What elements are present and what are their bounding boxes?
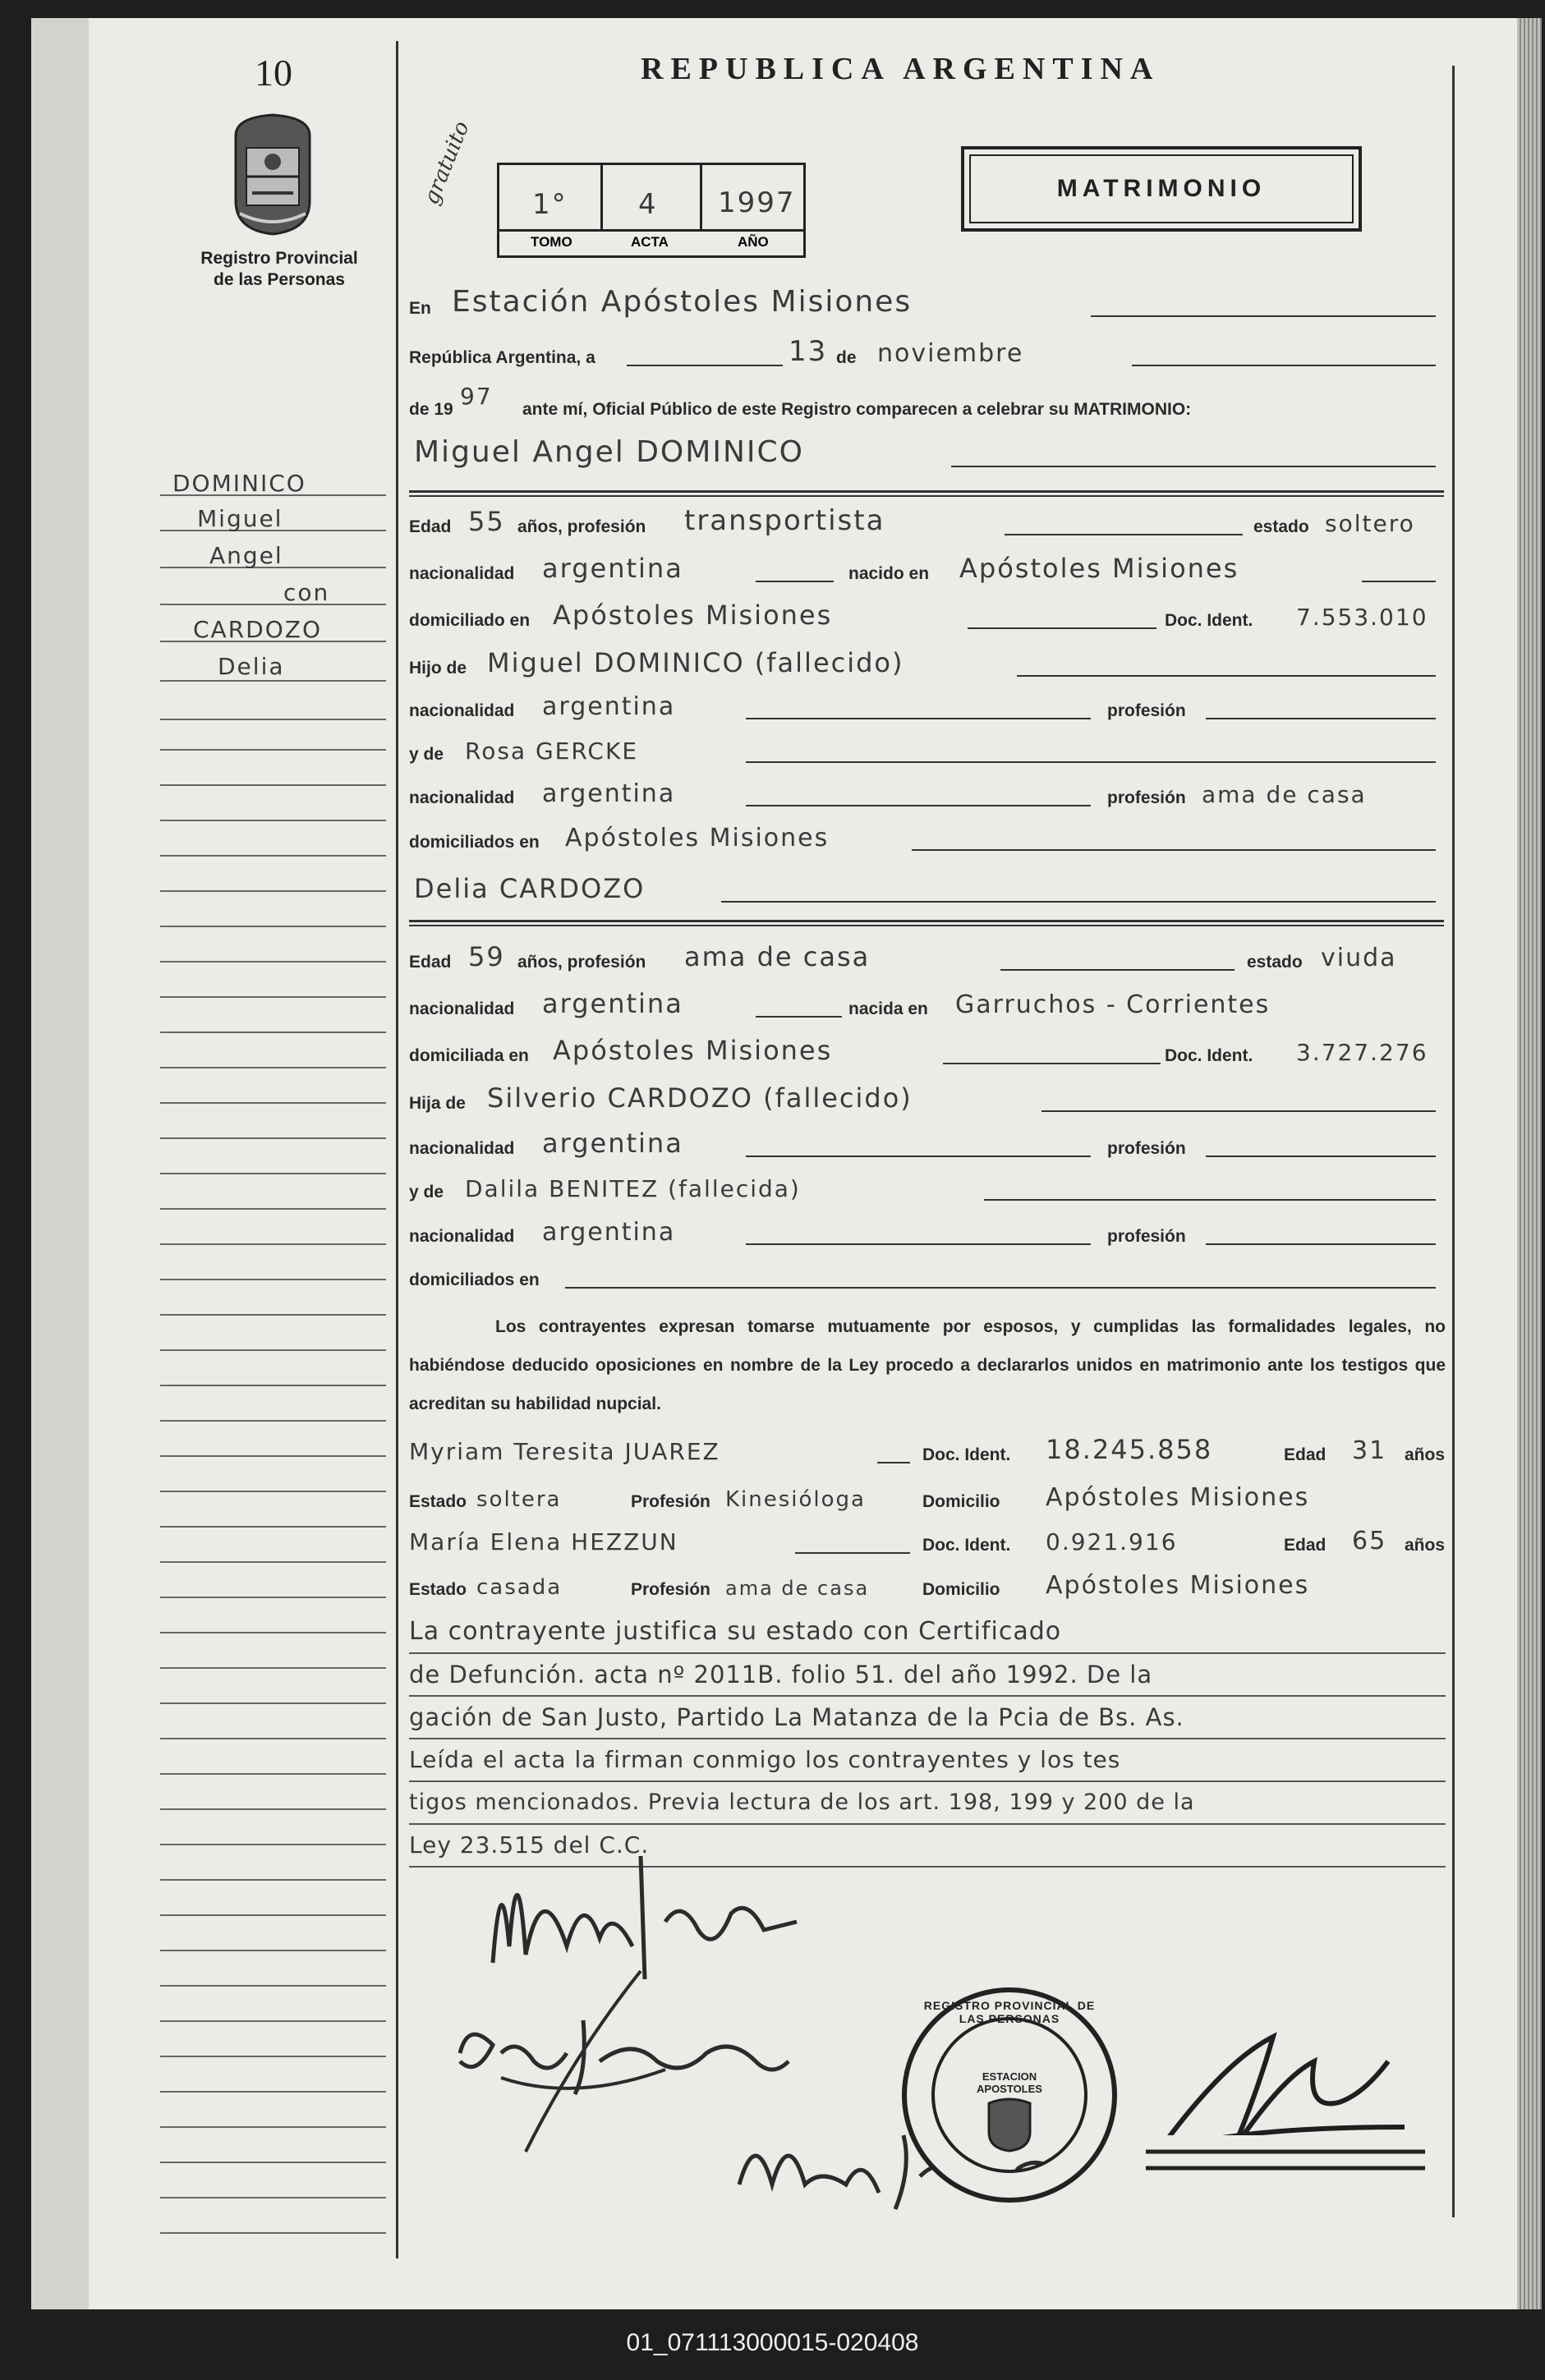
margin-line <box>160 784 386 786</box>
place-value: Estación Apóstoles Misiones <box>452 285 913 319</box>
fill-line <box>1132 365 1436 366</box>
witness-2-age: 65 <box>1352 1527 1387 1555</box>
right-rule <box>1452 66 1455 2217</box>
margin-line <box>160 1914 386 1916</box>
witness-2-details-row <box>409 1570 1444 1603</box>
hijo-label: Hijo de <box>409 659 467 678</box>
margin-line <box>160 1137 386 1139</box>
fill-line <box>1362 581 1436 582</box>
profesion-label: profesión <box>1107 788 1186 807</box>
anos-profesion-label: años, profesión <box>517 953 646 972</box>
witness-2-row <box>409 1526 1444 1559</box>
groom-age: 55 <box>468 506 505 537</box>
country-title: REPUBLICA ARGENTINA <box>641 52 1161 86</box>
nacionalidad-label: nacionalidad <box>409 1139 515 1158</box>
witness-1-details-row <box>409 1482 1444 1515</box>
witness-2-name: María Elena HEZZUN <box>409 1528 678 1555</box>
profesion-label: Profesión <box>631 1580 710 1599</box>
fill-line <box>756 1016 842 1018</box>
bride-profession: ama de casa <box>684 941 871 972</box>
anos-label: años <box>1405 1536 1446 1555</box>
groom-name: Miguel Angel DOMINICO <box>414 435 804 469</box>
profesion-label: profesión <box>1107 1139 1186 1158</box>
fill-line <box>746 1156 1091 1157</box>
anos-profesion-label: años, profesión <box>517 517 646 536</box>
fill-line <box>951 466 1436 467</box>
estado-label: Estado <box>409 1492 467 1511</box>
bride-mother-nationality: argentina <box>542 1218 676 1247</box>
note-line: gación de San Justo, Partido La Matanza de la Pcia de Bs. As. <box>409 1697 1446 1739</box>
en-label: En <box>409 299 431 318</box>
fill-line <box>877 1462 910 1463</box>
groom-domicile: Apóstoles Misiones <box>553 600 833 631</box>
bride-age-row <box>409 943 1444 976</box>
acta-label: ACTA <box>631 234 669 250</box>
section-rule <box>409 920 1444 922</box>
profesion-label: Profesión <box>631 1492 710 1511</box>
act-type-box <box>961 146 1362 232</box>
section-rule <box>409 490 1444 493</box>
hija-label: Hija de <box>409 1094 466 1113</box>
gratuito-stamp: gratuito <box>419 117 475 209</box>
groom-father-nat-row <box>409 691 1444 724</box>
footer-code: 01_071113000015-020408 <box>626 2329 919 2356</box>
margin-line <box>160 961 386 963</box>
domiciliada-label: domiciliada en <box>409 1046 529 1065</box>
witness-1-doc: 18.245.858 <box>1046 1434 1213 1465</box>
edad-label: Edad <box>409 517 452 536</box>
folio-number: 10 <box>255 52 292 94</box>
profesion-label: profesión <box>1107 1227 1186 1246</box>
margin-line-text: Delia <box>218 653 285 680</box>
margin-line <box>160 1243 386 1245</box>
margin-line <box>160 1526 386 1528</box>
fill-line <box>721 901 1436 903</box>
margin-line <box>160 1279 386 1280</box>
margin-line <box>160 1031 386 1033</box>
estado-label: Estado <box>409 1580 467 1599</box>
seal-inner-text: ESTACION APOSTOLES <box>977 2070 1042 2095</box>
witness-1-estado: soltera <box>476 1487 562 1512</box>
anio-value: 1997 <box>718 186 796 219</box>
doc-label: Doc. Ident. <box>1165 1046 1253 1065</box>
margin-line <box>160 1349 386 1351</box>
nacionalidad-label: nacionalidad <box>409 1227 515 1246</box>
bride-domicile-row <box>409 1036 1444 1069</box>
witness-2-estado: casada <box>476 1575 563 1600</box>
groom-mother-profession: ama de casa <box>1202 781 1367 808</box>
margin-line <box>160 1208 386 1210</box>
groom-mother: Rosa GERCKE <box>465 737 639 765</box>
republica-label: República Argentina, a <box>409 348 595 367</box>
bride-mother-nat-row <box>409 1217 1444 1250</box>
seal-coat-of-arms-icon <box>985 2095 1034 2153</box>
yde-label: y de <box>409 745 444 764</box>
fill-line <box>1005 534 1243 535</box>
margin-line <box>160 2126 386 2128</box>
officer-stamp-icon <box>1138 2127 1433 2185</box>
margin-line <box>160 1067 386 1068</box>
bride-birthplace: Garruchos - Corrientes <box>955 990 1271 1019</box>
margin-line <box>160 1173 386 1174</box>
bride-father-nationality: argentina <box>542 1128 683 1159</box>
fill-line <box>746 718 1091 719</box>
witness-2-profession: ama de casa <box>725 1577 870 1600</box>
domicilio-label: Domicilio <box>922 1580 1000 1599</box>
groom-name-row <box>409 435 1444 472</box>
edad-label: Edad <box>1284 1445 1327 1464</box>
margin-line <box>160 1420 386 1422</box>
fill-line <box>943 1063 1161 1064</box>
witness-1-name: Myriam Teresita JUAREZ <box>409 1438 720 1465</box>
margin-line <box>160 604 386 605</box>
margin-surname: CARDOZO <box>193 616 322 643</box>
groom-birthplace: Apóstoles Misiones <box>959 553 1239 584</box>
profesion-label: profesión <box>1107 701 1186 720</box>
tomo-value: 1° <box>532 188 568 221</box>
groom-profession: transportista <box>684 504 885 537</box>
bride-parents-dom-row <box>409 1261 1444 1293</box>
groom-father-row <box>409 649 1444 682</box>
fill-line <box>795 1552 910 1554</box>
margin-line <box>160 1808 386 1810</box>
place-row <box>409 285 1444 322</box>
margin-line <box>160 820 386 821</box>
margin-line <box>160 1455 386 1457</box>
doc-label: Doc. Ident. <box>1165 611 1253 630</box>
seal-ring-text: REGISTRO PROVINCIAL DE LAS PERSONAS <box>923 1999 1096 2025</box>
nacionalidad-label: nacionalidad <box>409 564 515 583</box>
date-row <box>409 335 1444 371</box>
year-prefix: de 19 <box>409 400 453 419</box>
fill-line <box>565 1287 1436 1289</box>
nacionalidad-label: nacionalidad <box>409 999 515 1018</box>
note-line: Leída el acta la firman conmigo los contrayentes y los tes <box>409 1739 1446 1782</box>
domiciliado-label: domiciliado en <box>409 611 531 630</box>
bride-mother: Dalila BENITEZ (fallecida) <box>465 1175 801 1202</box>
bride-nationality-row <box>409 990 1444 1022</box>
witness-1-row <box>409 1436 1444 1468</box>
margin-line <box>160 855 386 857</box>
groom-domicile-row <box>409 601 1444 634</box>
tomo-label: TOMO <box>531 234 572 250</box>
margin-line <box>160 1879 386 1881</box>
anos-label: años <box>1405 1445 1446 1464</box>
fill-line <box>1206 1156 1436 1157</box>
yde-label: y de <box>409 1183 444 1201</box>
margin-line <box>160 1385 386 1386</box>
margin-line <box>160 1844 386 1845</box>
margin-line <box>160 1773 386 1775</box>
margin-line <box>160 2056 386 2057</box>
margin-line <box>160 2162 386 2163</box>
margin-surname: DOMINICO <box>172 470 306 497</box>
edad-label: Edad <box>1284 1536 1327 1555</box>
bride-father-row <box>409 1084 1444 1117</box>
margin-line-text: con <box>283 579 330 606</box>
witness-2-doc: 0.921.916 <box>1046 1528 1178 1555</box>
groom-estado: soltero <box>1325 510 1415 537</box>
fill-line <box>1206 1243 1436 1245</box>
margin-line <box>160 749 386 751</box>
note-line: Ley 23.515 del C.C. <box>409 1825 1446 1868</box>
witness-1-age: 31 <box>1352 1436 1387 1465</box>
doc-label: Doc. Ident. <box>922 1445 1011 1464</box>
groom-mother-nat-row <box>409 779 1444 811</box>
margin-line <box>160 1491 386 1492</box>
provincial-coat-of-arms-icon <box>223 111 322 238</box>
fill-line <box>1041 1110 1436 1112</box>
witness-1-profession: Kinesióloga <box>725 1487 866 1512</box>
witness-2-domicile: Apóstoles Misiones <box>1046 1571 1310 1600</box>
fill-line <box>968 627 1156 629</box>
witness-1-domicile: Apóstoles Misiones <box>1046 1483 1310 1512</box>
bride-doc: 3.727.276 <box>1296 1039 1428 1066</box>
month-value: noviembre <box>877 339 1024 368</box>
domicilio-label: Domicilio <box>922 1492 1000 1511</box>
fill-line <box>912 849 1436 851</box>
margin-line <box>160 1561 386 1563</box>
margin-line <box>160 996 386 998</box>
estado-label: estado <box>1253 517 1309 536</box>
anio-label: AÑO <box>738 234 769 250</box>
section-rule <box>409 495 1444 497</box>
domiciliados-label: domiciliados en <box>409 1270 540 1289</box>
margin-line <box>160 926 386 927</box>
groom-doc: 7.553.010 <box>1296 604 1428 631</box>
bride-father-nat-row <box>409 1129 1444 1162</box>
nacionalidad-label: nacionalidad <box>409 701 515 720</box>
fill-line <box>746 761 1436 763</box>
bride-domicile: Apóstoles Misiones <box>553 1035 833 1066</box>
note-line: de Defunción. acta nº 2011B. folio 51. del año 1992. De la <box>409 1654 1446 1697</box>
official-seal <box>902 1987 1117 2203</box>
day-value: 13 <box>789 335 828 368</box>
edad-label: Edad <box>409 953 452 972</box>
margin-line <box>160 1985 386 1987</box>
fill-line <box>984 1199 1436 1201</box>
groom-mother-row <box>409 735 1444 768</box>
registry-name: Registro Provincial de las Personas <box>200 249 358 289</box>
nacido-label: nacido en <box>848 564 930 583</box>
section-rule <box>409 925 1444 926</box>
margin-line <box>160 2232 386 2234</box>
groom-parents-dom-row <box>409 823 1444 856</box>
bride-age: 59 <box>468 941 505 972</box>
fill-line <box>1017 675 1436 677</box>
margin-line <box>160 2197 386 2199</box>
bride-nationality: argentina <box>542 988 683 1019</box>
fill-line <box>1000 969 1235 971</box>
fill-line <box>746 805 1091 806</box>
bride-estado: viuda <box>1321 944 1397 972</box>
declaration-text: Los contrayentes expresan tomarse mutuamente por esposos, y cumplidas las formalidades legales, no habiéndose deducido oposiciones en nombre de la Ley procedo a declararlos unidos en matrimonio ante los testigos que acreditan su habilidad nupcial. <box>409 1317 1446 1413</box>
fill-line <box>1206 718 1436 719</box>
domiciliados-label: domiciliados en <box>409 833 540 852</box>
margin-line <box>160 2091 386 2093</box>
margin-line <box>160 1102 386 1104</box>
bride-mother-row <box>409 1173 1444 1206</box>
de-label: de <box>836 348 857 367</box>
witness-signature-2 <box>476 1955 690 2168</box>
margin-line-text: Angel <box>209 542 283 569</box>
note-line: tigos mencionados. Previa lectura de los art. 198, 199 y 200 de la <box>409 1782 1446 1825</box>
bride-name-row <box>409 875 1444 907</box>
groom-parents-domicile: Apóstoles Misiones <box>565 824 830 852</box>
registration-box <box>497 163 806 258</box>
year-suffix: 97 <box>460 383 493 410</box>
margin-line-text: Miguel <box>197 505 283 532</box>
page-stack-edge <box>1517 18 1542 2309</box>
margin-line <box>160 2020 386 2022</box>
nacida-label: nacida en <box>848 999 928 1018</box>
fill-line <box>756 581 834 582</box>
groom-father-nationality: argentina <box>542 692 676 721</box>
groom-nationality-row <box>409 554 1444 587</box>
page-binding <box>31 18 89 2309</box>
acta-value: 4 <box>638 188 658 221</box>
groom-age-row <box>409 504 1444 540</box>
margin-line <box>160 890 386 892</box>
margin-line <box>160 1667 386 1669</box>
margin-line <box>160 1597 386 1598</box>
margin-line <box>160 680 386 682</box>
margin-line <box>160 1950 386 1951</box>
bride-father: Silverio CARDOZO (fallecido) <box>487 1082 913 1114</box>
fill-line <box>627 365 783 366</box>
fill-line <box>746 1243 1091 1245</box>
groom-father: Miguel DOMINICO (fallecido) <box>487 647 904 678</box>
intro-row <box>409 383 1444 423</box>
margin-line <box>160 1738 386 1739</box>
act-type-title: MATRIMONIO <box>1056 175 1267 202</box>
nacionalidad-label: nacionalidad <box>409 788 515 807</box>
margin-line <box>160 1314 386 1316</box>
margin-line <box>160 1702 386 1704</box>
groom-nationality: argentina <box>542 553 683 584</box>
estado-label: estado <box>1247 953 1303 972</box>
margin-line <box>160 1632 386 1633</box>
bride-name: Delia CARDOZO <box>414 873 646 904</box>
doc-label: Doc. Ident. <box>922 1536 1011 1555</box>
margin-line <box>160 719 386 720</box>
fill-line <box>1091 315 1436 317</box>
groom-mother-nationality: argentina <box>542 779 676 808</box>
margin-rule <box>396 41 398 2258</box>
intro-text: ante mí, Oficial Público de este Registro comparecen a celebrar su MATRIMONIO: <box>522 400 1192 419</box>
note-line: La contrayente justifica su estado con Certificado <box>409 1611 1446 1654</box>
